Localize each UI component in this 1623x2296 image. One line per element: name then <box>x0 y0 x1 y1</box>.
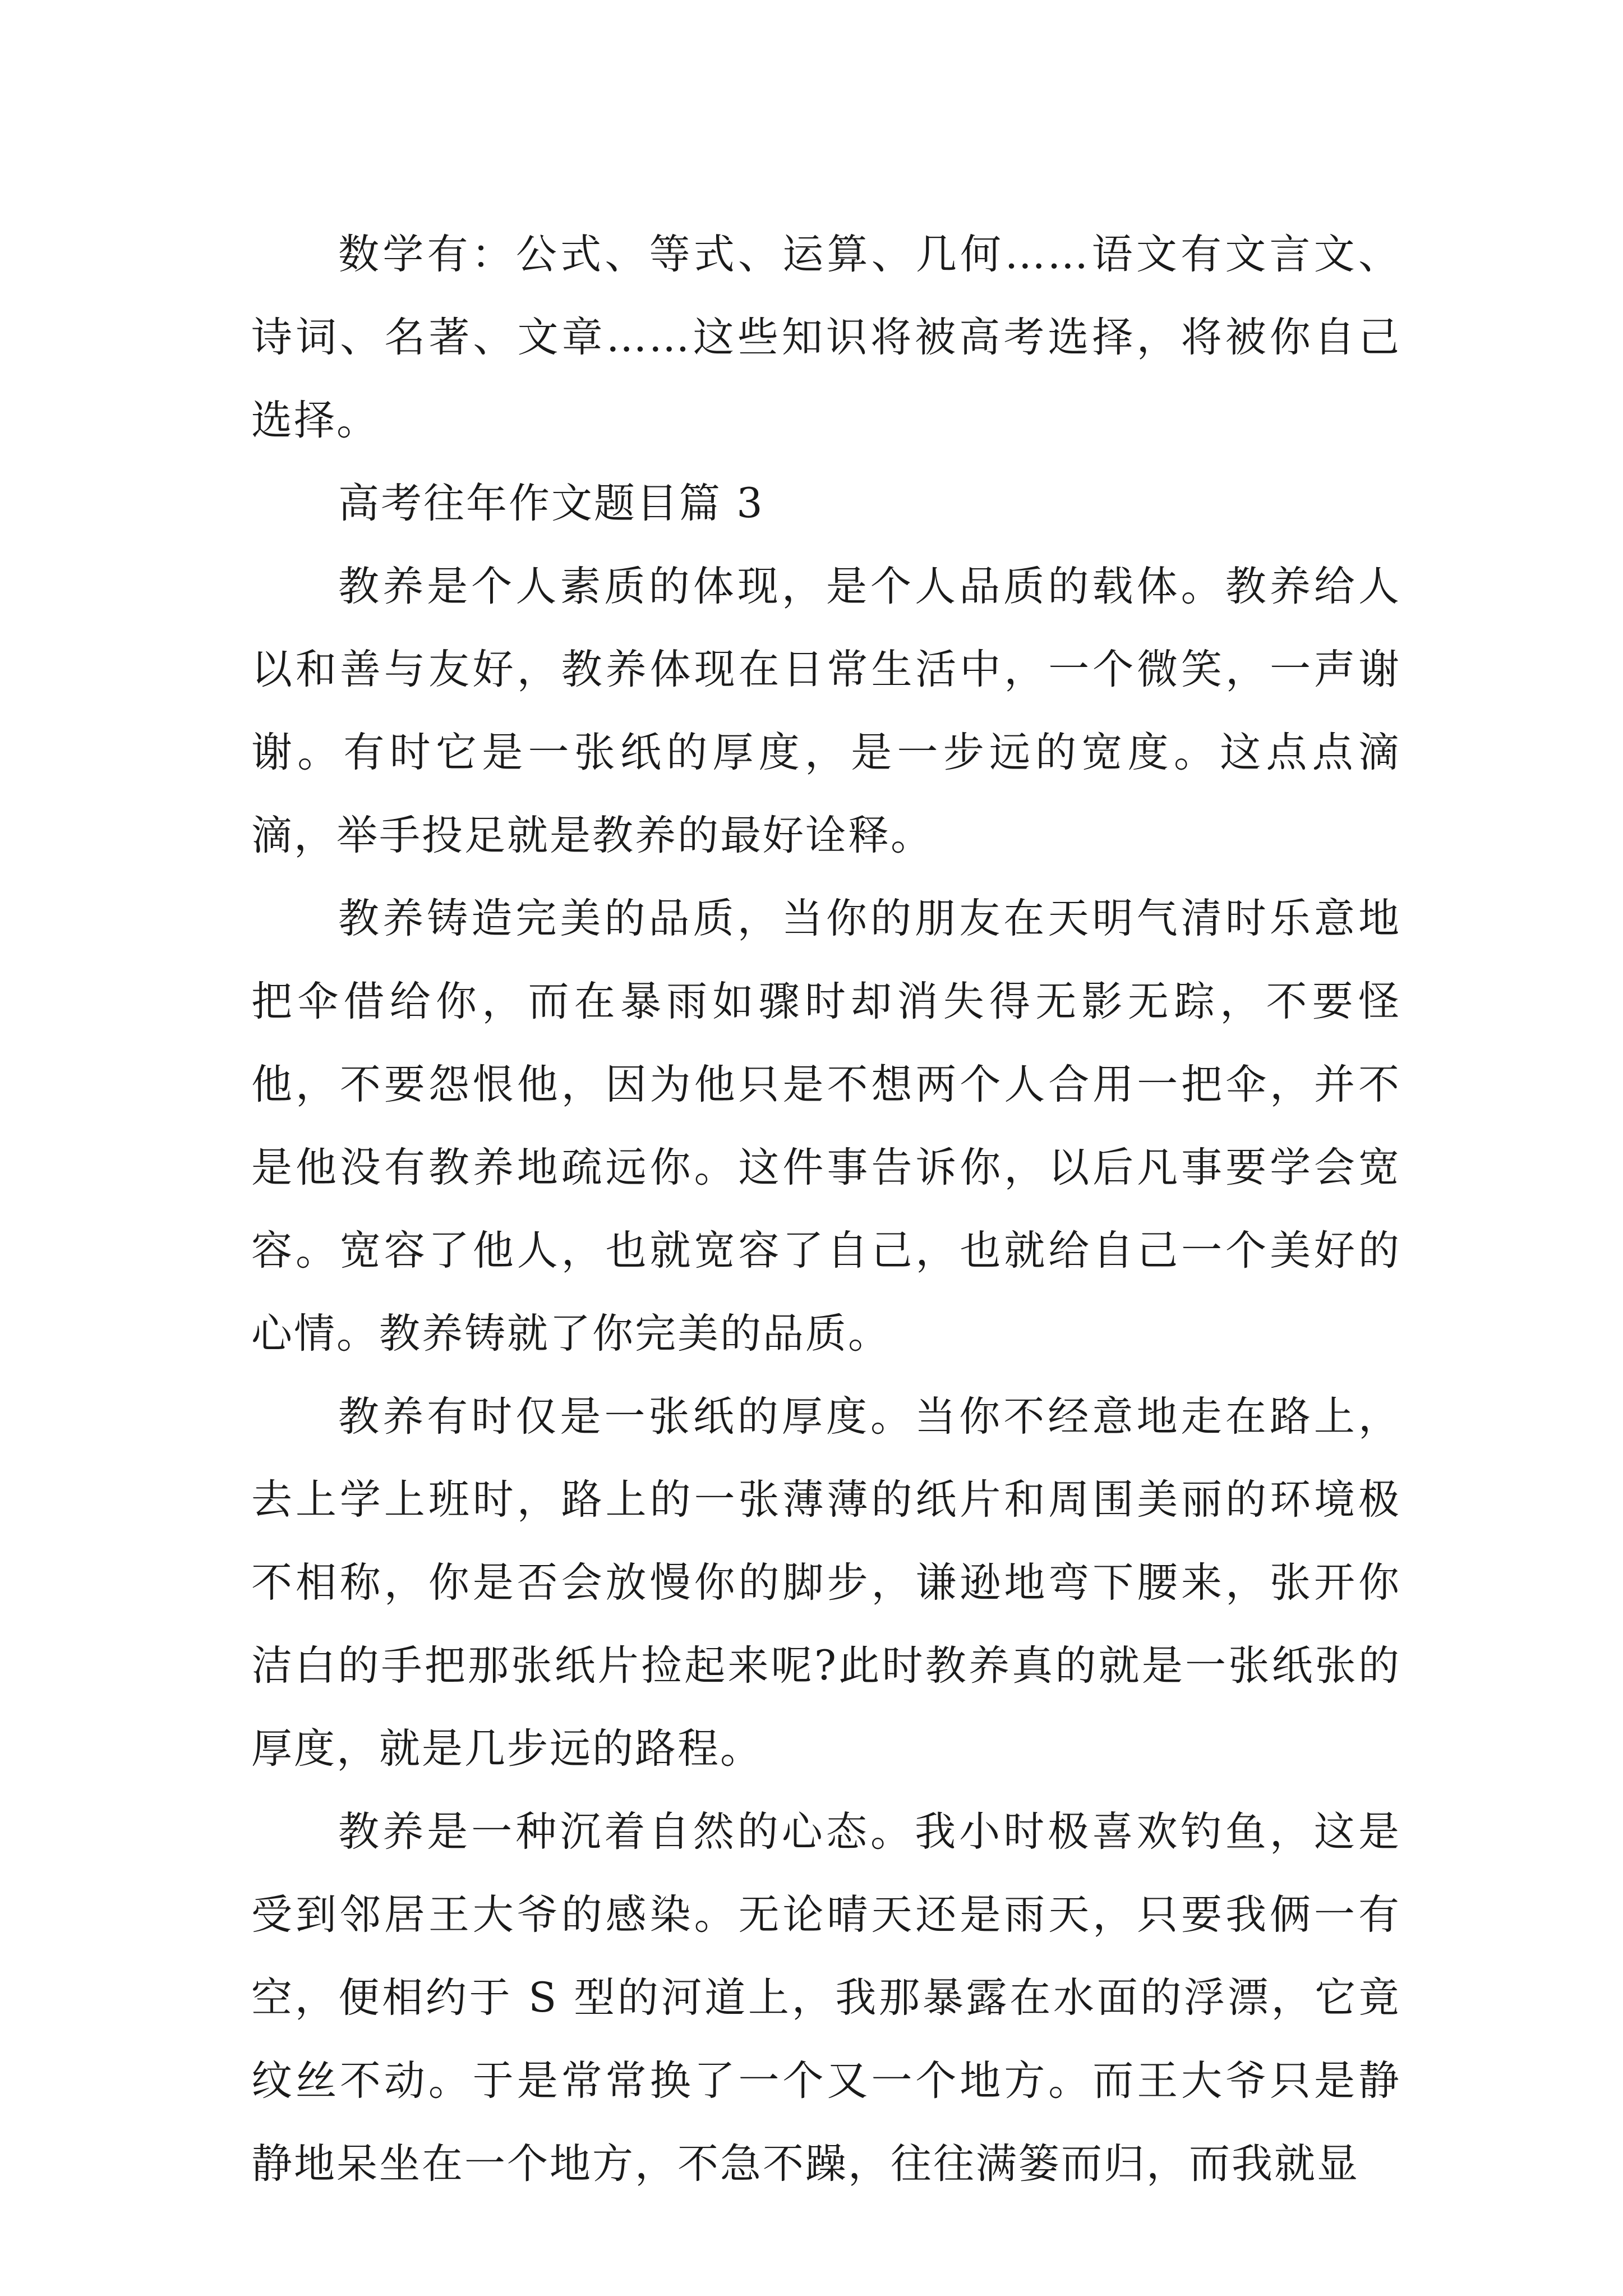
intro-paragraph: 数学有：公式、等式、运算、几何……语文有文言文、诗词、名著、文章……这些知识将被高考选择，将被你自己选择。 <box>251 231 1401 444</box>
paragraph-3: 教养有时仅是一张纸的厚度。当你不经意地走在路上，去上学上班时，路上的一张薄薄的纸片和周围美丽的环境极不相称，你是否会放慢你的脚步，谦逊地弯下腰来，张开你洁白的手把那张纸片捡起来呢?此时教养真的就是一张纸张的厚度，就是几步远的路程。 <box>251 1393 1401 1773</box>
paragraph-2: 教养铸造完美的品质，当你的朋友在天明气清时乐意地把伞借给你，而在暴雨如骤时却消失得无影无踪，不要怪他，不要怨恨他，因为他只是不想两个人合用一把伞，并不是他没有教养地疏远你。这件事告诉你，以后凡事要学会宽容。宽容了他人，也就宽容了自己，也就给自己一个美好的心情。教养铸就了你完美的品质。 <box>251 895 1401 1358</box>
paragraph-4: 教养是一种沉着自然的心态。我小时极喜欢钓鱼，这是受到邻居王大爷的感染。无论晴天还是雨天，只要我俩一有空，便相约于 S 型的河道上，我那暴露在水面的浮漂，它竟纹丝不动。于是常常换了一个又一个地方。而王大爷只是静静地呆坐在一个地方，不急不躁，往往满篓而归，而我就显 <box>251 1808 1401 2188</box>
paragraph-1: 教养是个人素质的体现，是个人品质的载体。教养给人以和善与友好，教养体现在日常生活中，一个微笑，一声谢谢。有时它是一张纸的厚度，是一步远的宽度。这点点滴滴，举手投足就是教养的最好诠释。 <box>251 563 1401 859</box>
section-title: 高考往年作文题目篇 3 <box>338 480 764 527</box>
document-body <box>251 213 1401 2206</box>
